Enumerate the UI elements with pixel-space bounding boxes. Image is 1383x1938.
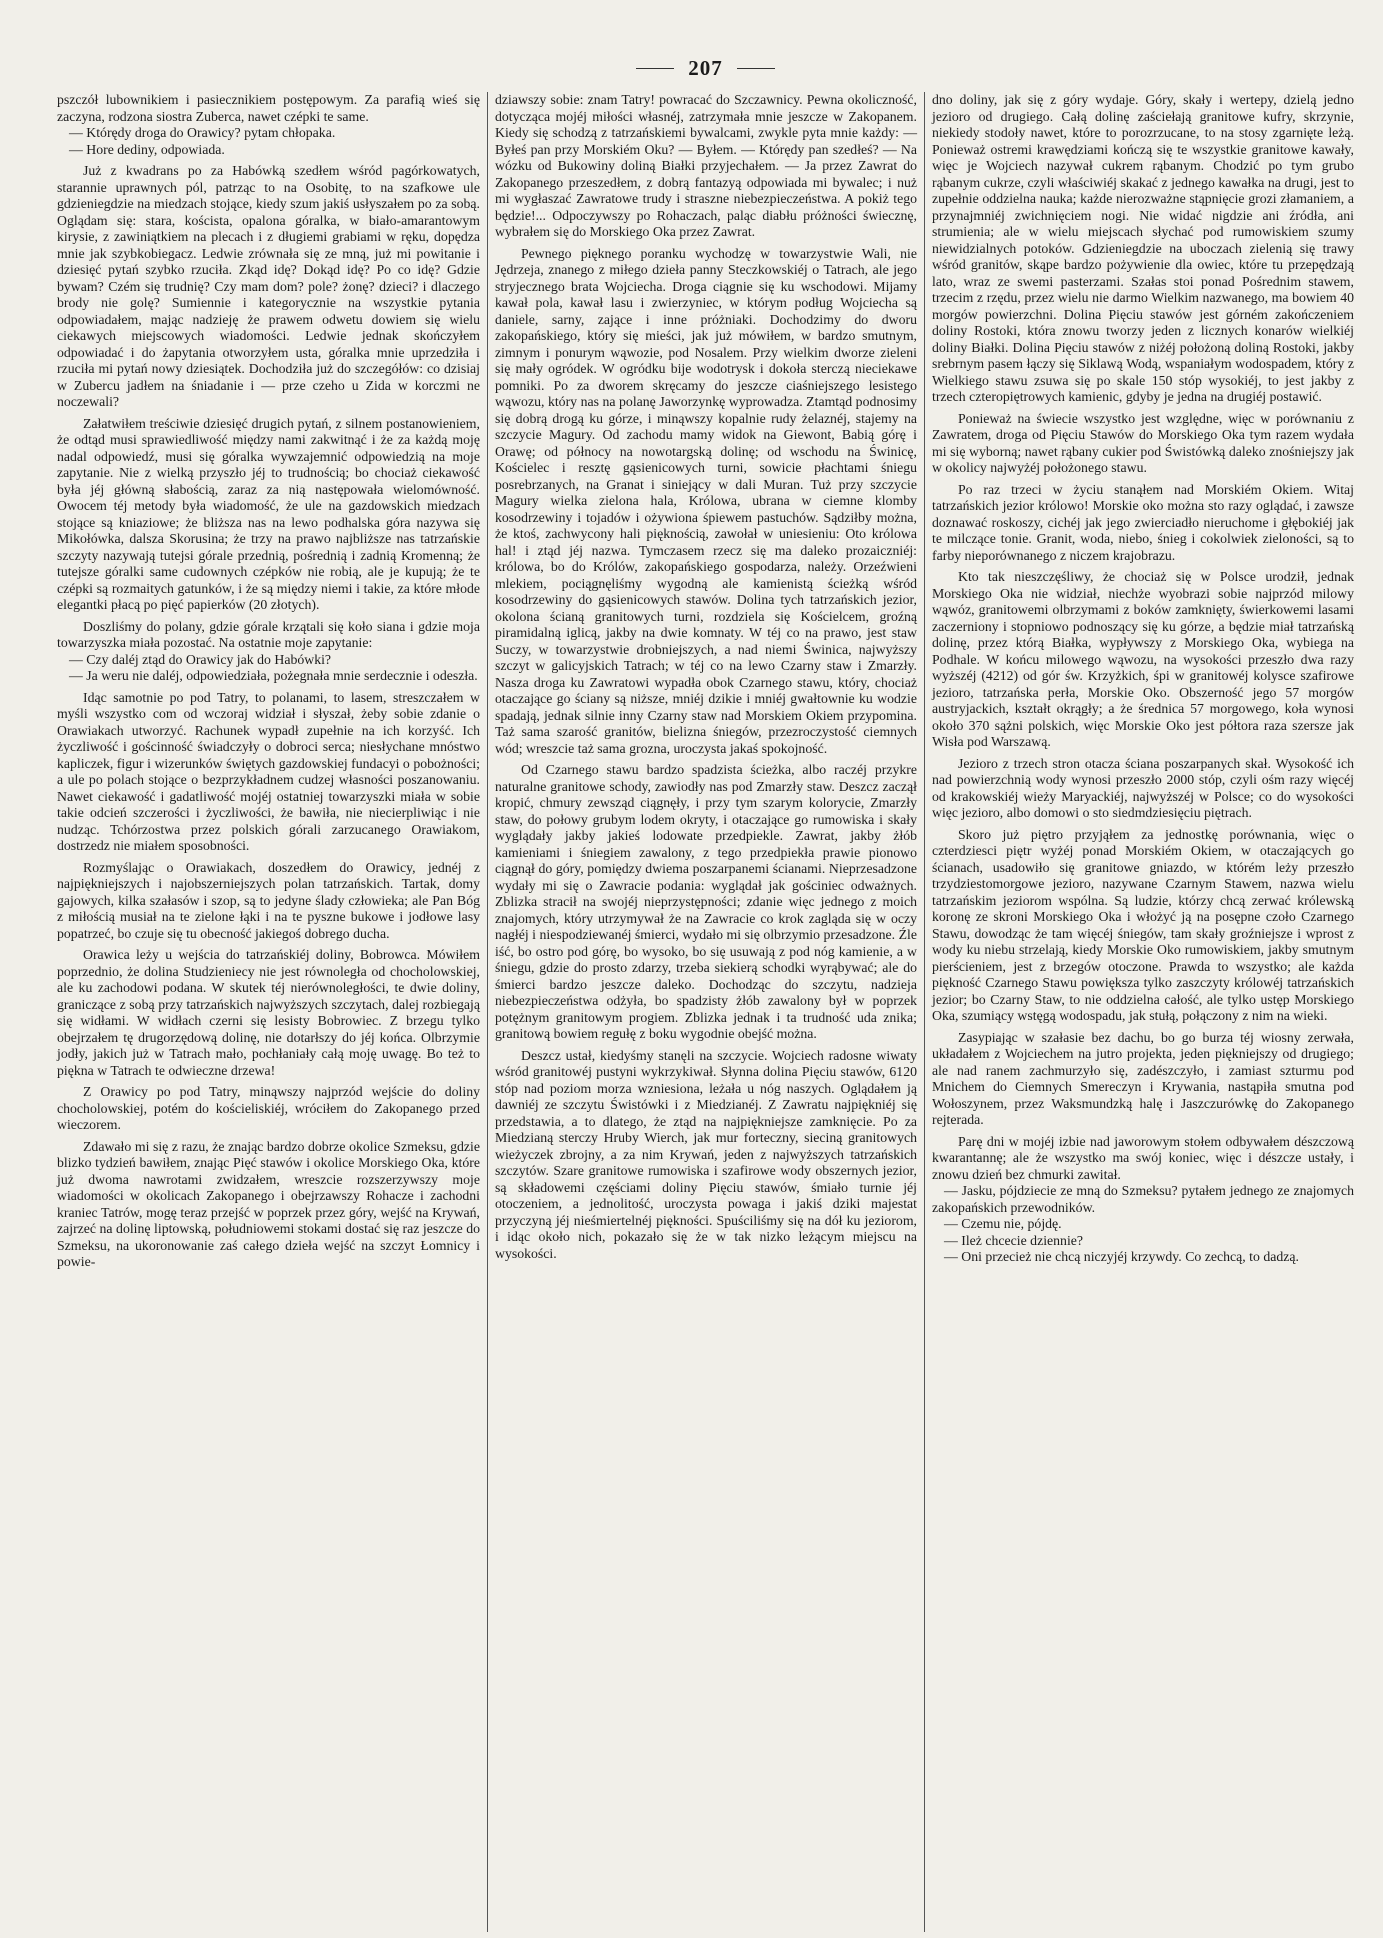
page-number: 207 <box>688 55 723 80</box>
paragraph: — Oni przecież nie chcą niczyjéj krzywdy. Co zechcą, to dadzą. <box>944 1249 1299 1264</box>
text-columns <box>50 92 1361 1932</box>
paragraph: — Hore dediny, odpowiada. <box>69 141 225 157</box>
paragraph: — Czy daléj ztąd do Orawicy jak do Habówki? <box>69 651 332 667</box>
paragraph: pszczół lubownikiem i pasiecznikiem postępowym. Za parafią wieś się zaczyna, rodzona siostra Zuberca, nawet czépki te same. <box>57 92 480 124</box>
paragraph: Zasypiając w szałasie bez dachu, bo go burza téj wiosny zerwała, układałem z Wojciechem na jutro projekta, jeden piękniejszy od drugiego; ale nad ranem zachmurzyło się, zadészczyło, i zamiast szturmu pod Mnichem do Ciemnych Smereczyn i Krywania, nastąpiła smutna pod Wołoszynem, przez Waksmundzką halę i Jaszczurówkę do Zakopanego rejterada. <box>932 1029 1354 1127</box>
paragraph: dziawszy sobie: znam Tatry! powracać do Szczawnicy. Pewna okoliczność, dotycząca mojéj miłości własnéj, zatrzymała mnie jeszcze w Zakopanem. Kiedy się schodzą z tatrzańskiemi bywalcami, zwykle pyta mnie każdy: — Byłeś pan przy Morskiém Oku? — Byłem. — Którędy pan szedłeś? — Na wózku od Bukowiny doliną Białki przyjechałem. — Ja przez Zawrat do Zakopanego przeszedłem, z dobrą fantazyą odpowiada mi bywalec; i nuż mi wygłaszać Zawratowe trudy i straszne niebezpieczeństwa. A pokiż tego będzie!... Odpoczywszy po Rohaczach, paląc diabłu próżności świecznę, wybrałem się do Morskiego Oka przez Zawrat. <box>495 92 917 239</box>
paragraph: dno doliny, jak się z góry wydaje. Góry, skały i wertepy, dzielą jedno jezioro od drugiego. Całą dolinę zaściełają granitowe kufry, skrzynie, niekiedy stodoły nawet, które to porozrzucane, to na stosy zgarnięte leżą. Ponieważ ostremi krawędziami kończą się te wszystkie granitowe kawały, więc je Wojciech nazywał cukrem rąbanym. Chodzić po tym grubo rąbanym cukrze, czyli właściwiéj skakać z jednego kawałka na drugi, jest to zupełnie oddzielna nauka; każde nierozważne stąpnięcie grozi złamaniem, a przynajmniéj zwichnięciem nogi. Nie widać nigdzie ani źródła, ani strumienia; ale w wielu miejscach słychać pod rumowiskiem szumy niewidzialnych potoków. Gdzieniegdzie na uboczach zielenią się trawy wśród granitów, skąpe bardzo pożywienie dla owiec, które tu przepędzają lato, wraz ze swemi pasterzami. Szałas stoi ponad Pośrednim stawem, trzecim z rzędu, przez wielu nie darmo Wielkim nazwanego, ma bowiem 40 morgów powierzchni. Dolina Pięciu stawów jest górném zakończeniem doliny Rostoki, która znowu tworzy jeden z licznych konarów wielkiéj doliny Białki. Dolina Pięciu stawów z niżéj położoną doliną Rostoki, jakby srebrnym pasem łączy się Siklawą Wodą, wspaniałym wodospadem, który z Wielkiego stawu zsuwa się po skale 150 stóp wysokiéj, to jest jakby z trzech czteropiętrowych kamienic, gdyby je jedna na drugiéj postawić. <box>932 92 1354 404</box>
paragraph: Ponieważ na świecie wszystko jest względne, więc w porównaniu z Zawratem, droga od Pięciu Stawów do Morskiego Oka tym razem wydała mi się wyborną; nawet rąbany cukier pod Świstówką daleko znośniejszy jak w okolicy najwyżéj położonego stawu. <box>932 410 1354 475</box>
header-rule-left <box>636 68 674 69</box>
paragraph: Kto tak nieszczęśliwy, że chociaż się w Polsce urodził, jednak Morskiego Oka nie widział, niechże wyobrazi sobie najprzód milowy wąwóz, granitowemi olbrzymami z boków zamknięty, świerkowemi lasami zaczerniony i stopniowo podnoszący się ku górze, a będzie miał tatrzańską dolinę, przez którą Białka, wypływszy z Morskiego Oka, wybiega na Podhale. W końcu milowego wąwozu, na wysokości przeszło dwa razy wyższéj (4212) od gór św. Krzyżkich, śpi w granitowéj kolysce szafirowe jezioro, tatrzańska perła, Morskie Oko. Obszerność jego 57 morgów austryjackich, kształt okrągły; a że średnica 57 morgowego, koła wynosi około 370 sążni polskich, więc Morskie Oko jest półtora raza szersze jak Wisła pod Warszawą. <box>932 569 1354 749</box>
column-3 <box>924 92 1361 1932</box>
paragraph: Już z kwadrans po za Habówką szedłem wśród pagórkowatych, starannie uprawnych pól, patrząc to na Osobitę, to na szafkowe ule gdzieniegdzie na miedzach stojące, kiedy szum jakiś usłyszałem po za sobą. Oglądam się: stara, koścista, opalona góralka, w biało-amarantowym kirysie, z zawiniątkiem na plecach i z długiemi grabiami w ręku, dopędza mnie jak szybkobiegacz. Ledwie zrównała się ze mną, już mi powitanie i dziesięć pytań szybko rzuciła. Zkąd idę? Dokąd idę? Po co idę? Gdzie bywam? Czém się trudnię? Czy mam dom? pole? żonę? dzieci? i dlaczego brody nie golę? Sumiennie i kategorycznie na wszystkie pytania odpowiadałem, mając nadzieję że prawem odwetu dowiem się wielu ciekawych miejscowych wiadomości. Ledwie jednak skończyłem odpowiadać i do żapytania otworzyłem usta, góralka mnie uprzedziła i rzuciła mi pytań nowy dziesiątek. Dochodziła już do szczegółów: co dzisiaj w Zubercu jadłem na śniadanie i — prze czeho u Zida w korczmi ne noczewali? <box>57 163 480 409</box>
paragraph: Załatwiłem treściwie dziesięć drugich pytań, z silnem postanowieniem, że odtąd musi sprawiedliwość między nami zakwitnąć i że za każdą moję nadal odpowiedź, musi się góralka wywzajemnić odpowiedzią na moje zapytanie. Nie z wielką przyszło jéj to trudnością; bo chociaż ciekawość była jéj główną słabością, zaraz za nią następowała wielomówność. Owocem téj metody była wiadomość, że ule na gazdowskich miedzach stojące są kniaziowe; że bliższa nas na lewo podhalska góra nazywa się Mikołówka, dalsza Skorusina; że trzy na prawo najbliższe nas tatrzańskie szczyty nazywają tutejsi górale przednią, pośrednią i zadnią Kromenną; że tutejsze góralki same cudownych czépków nie robią, ale je kupują; że te czépki są rozmaitych gatunków, i że są między niemi i takie, za które młode elegantki płacą po pięć papierków (20 złotych). <box>57 415 480 612</box>
paragraph: Jezioro z trzech stron otacza ściana poszarpanych skał. Wysokość ich nad powierzchnią wody wynosi przeszło 2000 stóp, czyli ośm razy więcéj od krakowskiéj wieży Maryackiéj, najwyższéj w Polsce; co do wysokości więc jezioro, albo domowi o sto siedmdziesięciu piętrach. <box>932 755 1354 820</box>
page-header <box>50 52 1361 84</box>
paragraph: Zdawało mi się z razu, że znając bardzo dobrze okolice Szmeksu, gdzie blizko tydzień bawiłem, znając Pięć stawów i okolice Morskiego Oka, które już dwoma nawrotami zwidzałem, wreszcie rozszerzywszy moje wiadomości w okolicach Zakopanego i obejrzawszy Rohacze i zachodni kraniec Tatrów, mogę teraz przejść w poprzek przez góry, wejść na Krywań, zajrzeć na dolinę liptowską, południowemi stokami dostać się raz jeszcze do Szmeksu, na ukoronowanie zaś całego dzieła wejść na szczyt Łomnicy i powie- <box>57 1138 480 1269</box>
paragraph: Parę dni w mojéj izbie nad jaworowym stołem odbywałem dészczową kwarantannę; ale że wszystko ma swój koniec, więc i dészcze ustały, i znowu dzień bez chmurki zawitał. <box>932 1133 1354 1182</box>
paragraph: — Ja weru nie daléj, odpowiedziała, pożegnała mnie serdecznie i odeszła. <box>69 668 478 683</box>
paragraph: — Jasku, pójdziecie ze mną do Szmeksu? pytałem jednego ze znajomych zakopańskich przewodników. <box>932 1183 1354 1215</box>
column-2 <box>487 92 924 1932</box>
paragraph: Po raz trzeci w życiu stanąłem nad Morskiém Okiem. Witaj tatrzańskich jezior królowo! Morskie oko można sto razy oglądać, i zawsze doznawać roskoszy, cichéj jak jego zwierciadło nieruchome i głębokiéj jak te milczące tonie. Granit, woda, niebo, śnieg i cokolwiek zieloności, są to farby nieporównanego z niczem krajobrazu. <box>932 481 1354 563</box>
paragraph: Doszliśmy do polany, gdzie górale krzątali się koło siana i gdzie moja towarzyszka miała pozostać. Na ostatnie moje zapytanie: <box>57 618 480 650</box>
paragraph: — Którędy droga do Orawicy? pytam chłopaka. <box>69 125 336 140</box>
paragraph: Deszcz ustał, kiedyśmy stanęli na szczycie. Wojciech radosne wiwaty wśród granitowéj pustyni wykrzykiwał. Słynna dolina Pięciu stawów, 6120 stóp nad poziom morza wzniesiona, leżała u nóg naszych. Oglądałem ją dawniéj ze szczytu Świstówki i z Miedzianéj. Z Zawratu najpiękniéj się przedstawia, a to dlatego, że ztąd na najpiękniejsze zamknięcie. Po za Miedzianą sterczy Hruby Wierch, jak mur forteczny, sieciną granitowych wieżyczek zbrojny, a za nim Krywań, jeden z najwyższych tatrzańskich szczytów. Szare granitowe rumowiska i szafirowe wody obszernych jezior, są składowemi częściami doliny Pięciu stawów, śmiało turnie jéj otoczeniem, a jednolitość, uroczysta powaga i jakiś dziki majestat przyczyną jéj nieśmiertelnéj piękności. Spuściliśmy się na dół ku jeziorom, i idąc około nich, pokazało się że w tak nizko leżącym miejscu na wysokości. <box>495 1047 917 1261</box>
paragraph: Pewnego pięknego poranku wychodzę w towarzystwie Wali, nie Jędrzeja, znanego z miłego dzieła panny Steczkowskiéj o Tatrach, ale jego stryjecznego brata Wojciecha. Droga ciągnie się ku wschodowi. Mijamy kawał pola, kawał lasu i zwierzyniec, w którym podług Wojciecha są daniele, sarny, zające i inne próżniaki. Dochodzimy do dworu zakopańskiego, który się mieści, jak już mówiłem, w bardzo smutnym, zimnym i ponurym wąwozie, pod Nosalem. Przy wielkim dworze zieleni się mały ogródek. W ogródku bije wodotrysk i dokoła sterczą nieciekawe pomniki. Po za dworem skręcamy do jeszcze ciaśniejszego lesistego wąwozu, który nas na polanę Jaworzynkę wyprowadza. Ztamtąd podnosimy się dobrą drogą ku górze, i minąwszy kopalnie rudy żelaznéj, stajemy na szczycie Magury. Od zachodu mamy widok na Giewont, Babią górę i Orawę; od północy na nowotargską dolinę; od wschodu na Świnicę, Kościelec i resztę gąsienicowych turni, sowicie płachtami śniegu posrebrzanych, na Granat i siniejący w dali Muran. Tuż przy szczycie Magury wielka zielona hala, Królowa, ubrana w ciemne klomby kosodrzewiny i tojadów i ożywiona śpiewem pastuchów. Sądziłby można, że ktoś, zachwycony hali pięknością, zawołał w uniesieniu: Oto królowa hal! i ztąd jéj nazwa. Tymczasem rzecz się ma daleko prozaiczniéj: królowa, bo do Królów, zakopańskiego gospodarza, należy. Orzeźwieni mlekiem, pociągnęliśmy wygodną ale kamienistą ścieżką wśród kosodrzewiny do gąsienicowych stawów. Dolina tych tatrzańskich jezior, okolona ścianą granitowych turni, rozdziela się Kościelcem, groźną piramidalną iglicą, jakby na dwie komnaty. W téj co na prawo, jest staw Suczy, w towarzystwie drobniejszych, a nad niemi Świnica, najwyższy szczyt w galicyjskich Tatrach; w téj co na lewo Czarny staw i Zmarzły. Nasza droga ku Zawratowi wypadła obok Czarnego stawu, który, chociaż otaczające go ściany są niższe, mniéj dzikie i mniéj gwałtownie ku wodzie spadają, jednak silnie inny Czarny staw nad Morskiem Okiem przypomina. Taż sama szarość granitów, bielizna śniegów, przezroczystość ciemnych wód; wreszcie taż sama grozna, uroczysta jakaś spokojność. <box>495 245 917 756</box>
paragraph: Orawica leży u wejścia do tatrzańskiéj doliny, Bobrowca. Mówiłem poprzednio, że dolina Studzieniecy nie jest równoległa od chocholowskiej, ale ku zachodowi podana. W skutek téj nierównoległości, te dwie doliny, graniczące z sobą przy tatrzańskich najwyższych szczytach, dalej rozbiegają się widłami. W widłach czerni się lesisty Bobrowiec. Z brzegu tylko obejrzałem tę drugorzędową dolinę, nie dotarłszy do jéj końca. Olbrzymie jodły, jakich już w Tatrach mało, pochłaniały całą moję uwagę. Bo też to piękna w Tatrach te odwieczne drzewa! <box>57 947 480 1078</box>
paragraph: Rozmyślając o Orawiakach, doszedłem do Orawicy, jednéj z najpiękniejszych i najobszerniejszych polan tatrzańskich. Tartak, domy gajowych, kilka szałasów i szop, są to jedyne ślady człowieka; ale Pan Bóg z miłością musiał na te zielone łąki i na te pyszne bukowe i jodłowe lasy popatrzeć, bo czuje się tu obecność jakiegoś dobrego ducha. <box>57 859 480 941</box>
column-1 <box>50 92 487 1932</box>
paragraph: — Ileż chcecie dziennie? <box>944 1232 1084 1248</box>
header-rule-right <box>737 68 775 69</box>
paragraph: Z Orawicy po pod Tatry, minąwszy najprzód wejście do doliny chocholowskiej, potém do kościeliskiéj, wróciłem do Zakopanego przed wieczorem. <box>57 1084 480 1132</box>
paragraph: Skoro już piętro przyjąłem za jednostkę porównania, więc o czterdziesci piętr wyżéj ponad Morskiém Okiem, w otaczających go ścianach, usadowiło się granitowe gniazdo, w którém leży przeszło trzydziestomorgowe jezioro, nazywane Czarnym Stawem, nazwa wielu tatrzańskim jeziorom wspólna. Są ludzie, którzy chcą zerwać królewską koronę ze skroni Morskiego Oka i włożyć ją na posępne czoło Czarnego Stawu, dowodząc że tam więcéj śniegów, tam skały groźniejsze i wprost z wody ku niebu strzelają, kiedy Morskie Oko rumowiskiem, jakby smutnym pierścieniem, jest z brzegów otoczone. Prawda to wszystko; ale każda piękność Czarnego Stawu powiększa tylko zaszczyty królowéj tatrzańskich jezior; bo Czarny Staw, to nie oddzielna całość, ale tylko ustęp Morskiego Oka, szumiący wstęgą wodospadu, jak stułą, połączony z nim na wieki. <box>932 826 1354 1023</box>
paragraph: Od Czarnego stawu bardzo spadzista ścieżka, albo raczéj przykre naturalne granitowe schody, zawiodły nas pod Zmarzły staw. Deszcz zaczął kropić, chmury zewsząd ciągnęły, i przy tym szarym kolorycie, Zmarzły staw, do połowy grubym lodem okryty, i otaczające go rumowiska i skały wyglądały jakby jakieś lodowate przedpiekle. Zawrat, jakby żłób kamieniami i śniegiem zawalony, z tego przedpiekła prawie pionowo ciągnął do góry, pomiędzy dwiema poszarpanemi ścianami. Nieprzesadzone wydały mi się o Zawracie podania: wyglądał jak gościniec odważnych. Zblizka stracił na swojéj nieprzystępności; zdanie więc jednego z moich znajomych, który utrzymywał że na Zawracie co krok zagląda się w oczy nagłéj i niespodziewanéj śmierci, wydało mi się olbrzymio przesadzone. Źle iść, bo ostro pod górę, bo wysoko, bo się usuwają z pod nóg kamienie, a w śniegu, gdzie do prosto zdarzy, trzeba siekierą schodki wyrąbywać; ale do śmierci bardzo jeszcze daleko. Dochodząc do szczytu, nadzieja niebezpieczeństwa odżyła, bo spadzisty żłób zawalony był w poprzek potężnym granitowym progiem. Zblizka jednak i ta trudność uda znika; granitową bowiem regułę z boku wygodnie obejść można. <box>495 762 917 1041</box>
paragraph: Idąc samotnie po pod Tatry, to polanami, to lasem, streszczałem w myśli wszystko com od wczoraj widział i słyszał, żeby sobie zdanie o Orawiakach utworzyć. Rachunek wypadł zupełnie na ich korzyść. Ich życzliwość i gościnność świadczyły o dobroci serca; niesłychane mnóstwo kapliczek, figur i wizerunków świętych gazdowskiej fundacyi o pobożności; a ule po polach stojące o bezprzykładnem cudzej własności poszanowaniu. Nawet ciekawość i gadatliwość mojéj ostatniej towarzyszki miała w sobie takie odcień szczerości i życzliwości, że bawiła, nie niecierpliwiąc i nie nudząc. Tchórzostwa przez polskich górali zarzucanego Orawiakom, dostrzedz nie miałem sposobności. <box>57 689 480 853</box>
paragraph: — Czemu nie, pójdę. <box>944 1216 1062 1231</box>
